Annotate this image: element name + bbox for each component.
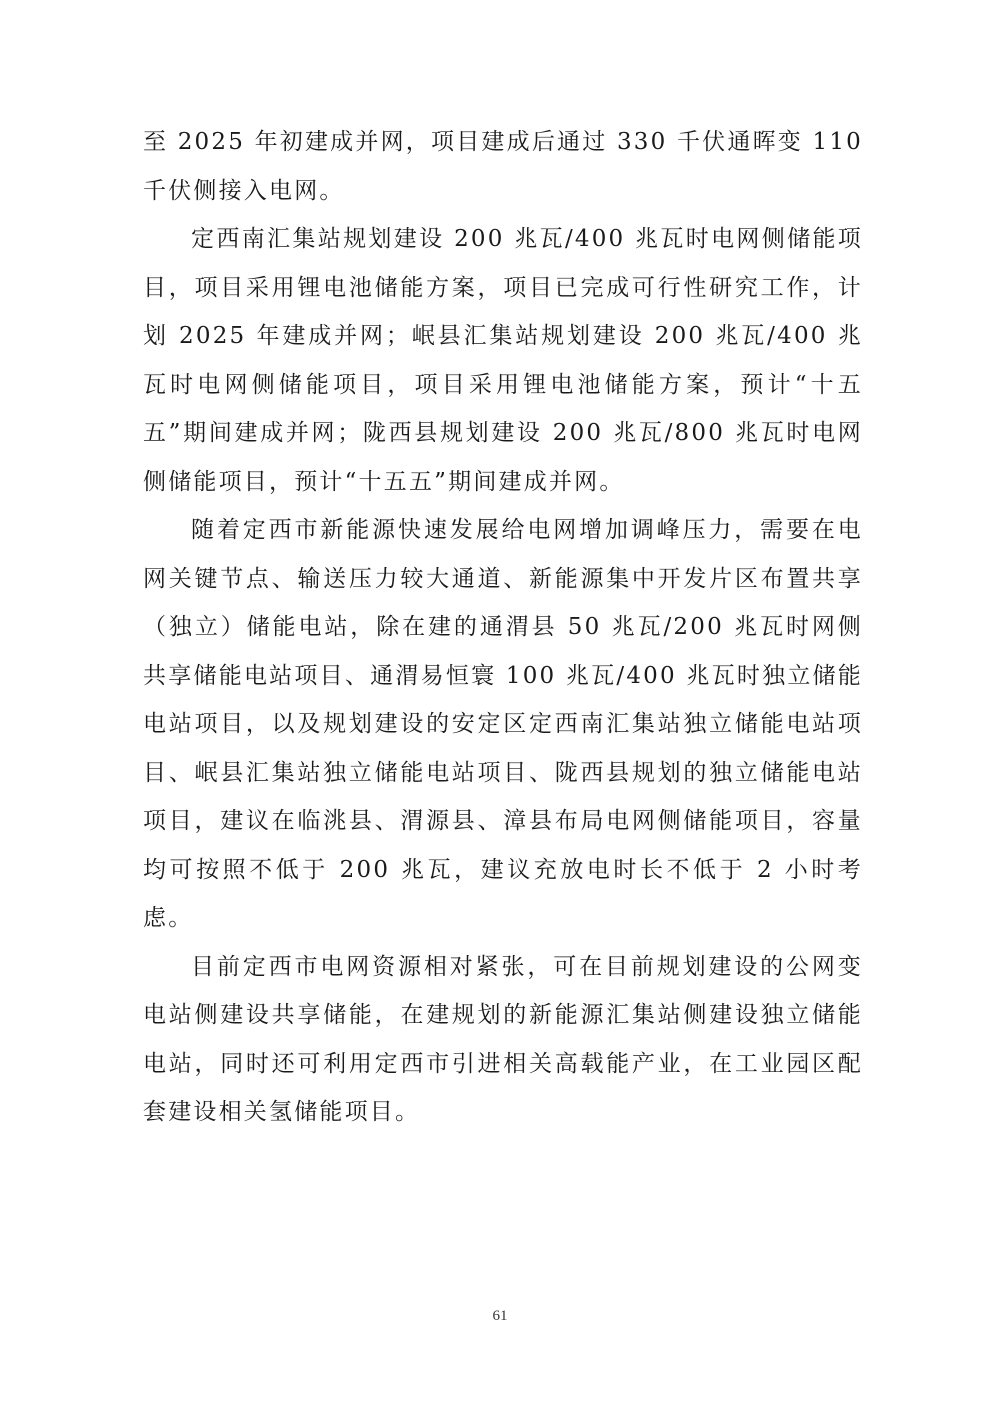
paragraph-grid-resources: 目前定西市电网资源相对紧张，可在目前规划建设的公网变电站侧建设共享储能，在建规划的新能源汇集站侧建设独立储能电站，同时还可利用定西市引进相关高载能产业，在工业园区配套建设相关氢储能项目。 [143, 953, 863, 1125]
paragraph-continuation: 至 2025 年初建成并网，项目建成后通过 330 千伏通晖变 110 千伏侧接入电网。 [143, 129, 863, 204]
paragraph-peak-shaving: 随着定西市新能源快速发展给电网增加调峰压力，需要在电网关键节点、输送压力较大通道、新能源集中开发片区布置共享（独立）储能电站，除在建的通渭县 50 兆瓦/200 兆瓦时网侧共享储能电站项目、通渭易恒寰 100 兆瓦/400 兆瓦时独立储能电站项目，以及规划建设的安定区定西南汇集站独立储能电站项目、岷县汇集站独立储能电站项目、陇西县规划的独立储能电站项目，建议在临洮县、渭源县、漳县布局电网侧储能项目，容量均可按照不低于 200 兆瓦，建议充放电时长不低于 2 小时考虑。 [143, 517, 863, 931]
body-text [143, 118, 863, 1137]
page-number: 61 [492, 1308, 508, 1324]
paragraph-dingxinan-storage: 定西南汇集站规划建设 200 兆瓦/400 兆瓦时电网侧储能项目，项目采用锂电池储能方案，项目已完成可行性研究工作，计划 2025 年建成并网；岷县汇集站规划建设 200 兆瓦/400 兆瓦时电网侧储能项目，项目采用锂电池储能方案，预计“十五五”期间建成并网；陇西县规划建设 200 兆瓦/800 兆瓦时电网侧储能项目，预计“十五五”期间建成并网。 [143, 226, 863, 495]
